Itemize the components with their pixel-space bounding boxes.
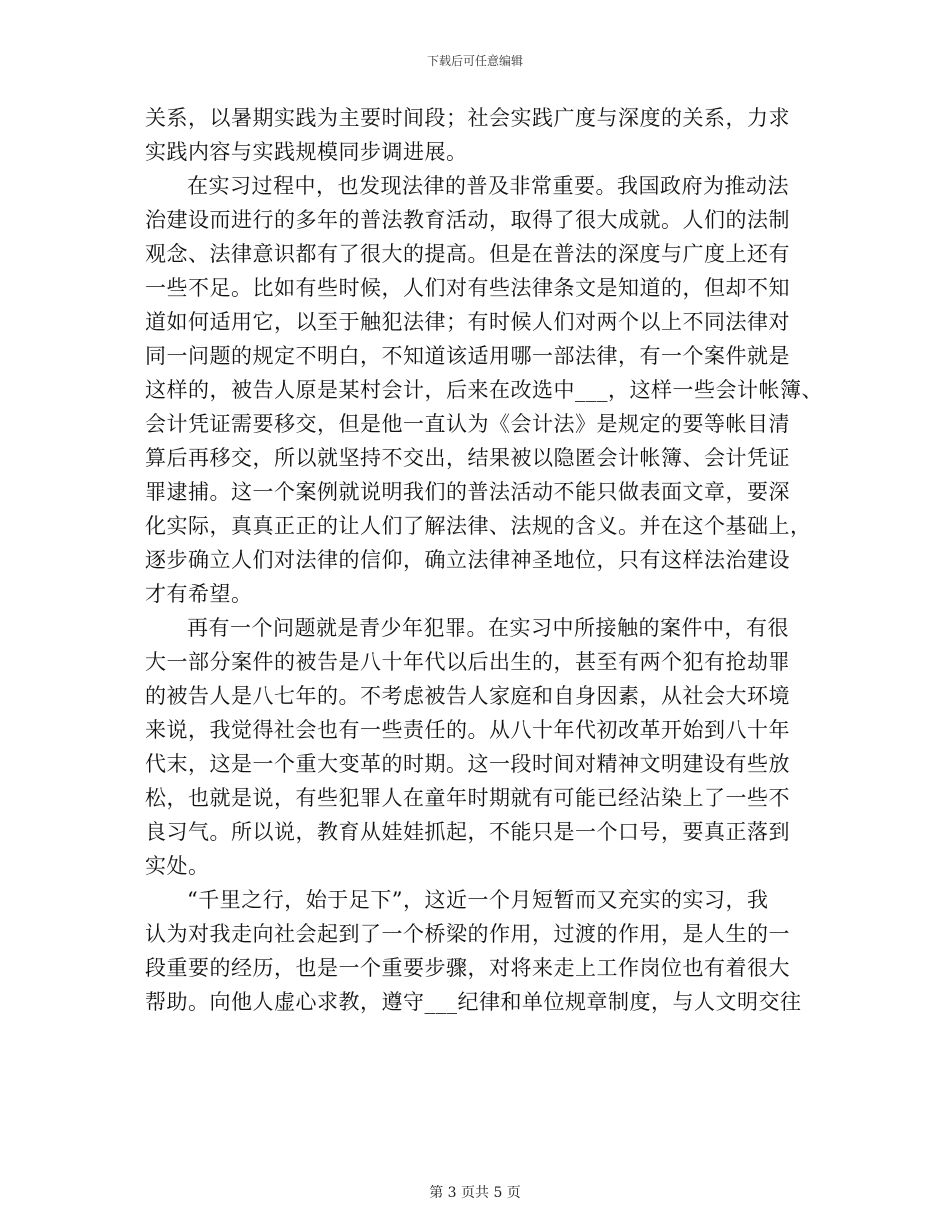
text-line: 在实习过程中，也发现法律的普及非常重要。我国政府为推动法	[187, 174, 789, 198]
text-line: 实践内容与实践规模同步调进展。	[145, 140, 468, 164]
text-line: 松，也就是说，有些犯罪人在童年时期就有可能已经沾染上了一些不	[145, 786, 790, 810]
text-line: 才有希望。	[145, 582, 253, 606]
text-line: 逐步确立人们对法律的信仰，确立法律神圣地位，只有这样法治建设	[145, 548, 790, 572]
text-line: 大一部分案件的被告是八十年代以后出生的，甚至有两个犯有抢劫罪	[145, 650, 790, 674]
text-line: “千里之行，始于足下”，这近一个月短暂而又充实的实习，我	[187, 888, 769, 912]
text-line: 会计凭证需要移交，但是他一直认为《会计法》是规定的要等帐目清	[145, 412, 790, 436]
text-line: 关系，以暑期实践为主要时间段；社会实践广度与深度的关系，力求	[145, 106, 790, 130]
text-line: 良习气。所以说，教育从娃娃抓起，不能只是一个口号，要真正落到	[145, 820, 790, 844]
page-header: 下载后可任意编辑	[426, 54, 523, 68]
text-line: 帮助。向他人虚心求教，遵守___纪律和单位规章制度，与人文明交往	[145, 990, 802, 1014]
text-line: 算后再移交，所以就坚持不交出，结果被以隐匿会计帐簿、会计凭证	[145, 446, 790, 470]
text-line: 段重要的经历，也是一个重要步骤，对将来走上工作岗位也有着很大	[145, 956, 790, 980]
text-line: 实处。	[145, 854, 210, 878]
text-line: 一些不足。比如有些时候，人们对有些法律条文是知道的，但却不知	[145, 276, 790, 300]
text-line: 治建设而进行的多年的普法教育活动，取得了很大成就。人们的法制	[145, 208, 790, 232]
text-line: 化实际，真真正正的让人们了解法律、法规的含义。并在这个基础上，	[145, 514, 812, 538]
text-line: 再有一个问题就是青少年犯罪。在实习中所接触的案件中，有很	[187, 616, 789, 640]
text-line: 同一问题的规定不明白，不知道该适用哪一部法律，有一个案件就是	[145, 344, 790, 368]
text-line: 的被告人是八七年的。不考虑被告人家庭和自身因素，从社会大环境	[145, 684, 790, 708]
text-line: 代末，这是一个重大变革的时期。这一段时间对精神文明建设有些放	[145, 752, 790, 776]
text-line: 来说，我觉得社会也有一些责任的。从八十年代初改革开始到八十年	[145, 718, 790, 742]
document-body	[145, 101, 825, 1019]
text-line: 这样的，被告人原是某村会计，后来在改选中___，这样一些会计帐簿、	[145, 378, 823, 402]
text-line: 观念、法律意识都有了很大的提高。但是在普法的深度与广度上还有	[145, 242, 790, 266]
text-line: 认为对我走向社会起到了一个桥梁的作用，过渡的作用，是人生的一	[145, 922, 790, 946]
text-line: 罪逮捕。这一个案例就说明我们的普法活动不能只做表面文章，要深	[145, 480, 790, 504]
text-line: 道如何适用它，以至于触犯法律；有时候人们对两个以上不同法律对	[145, 310, 790, 334]
page-footer: 第 3 页共 5 页	[429, 1185, 521, 1201]
